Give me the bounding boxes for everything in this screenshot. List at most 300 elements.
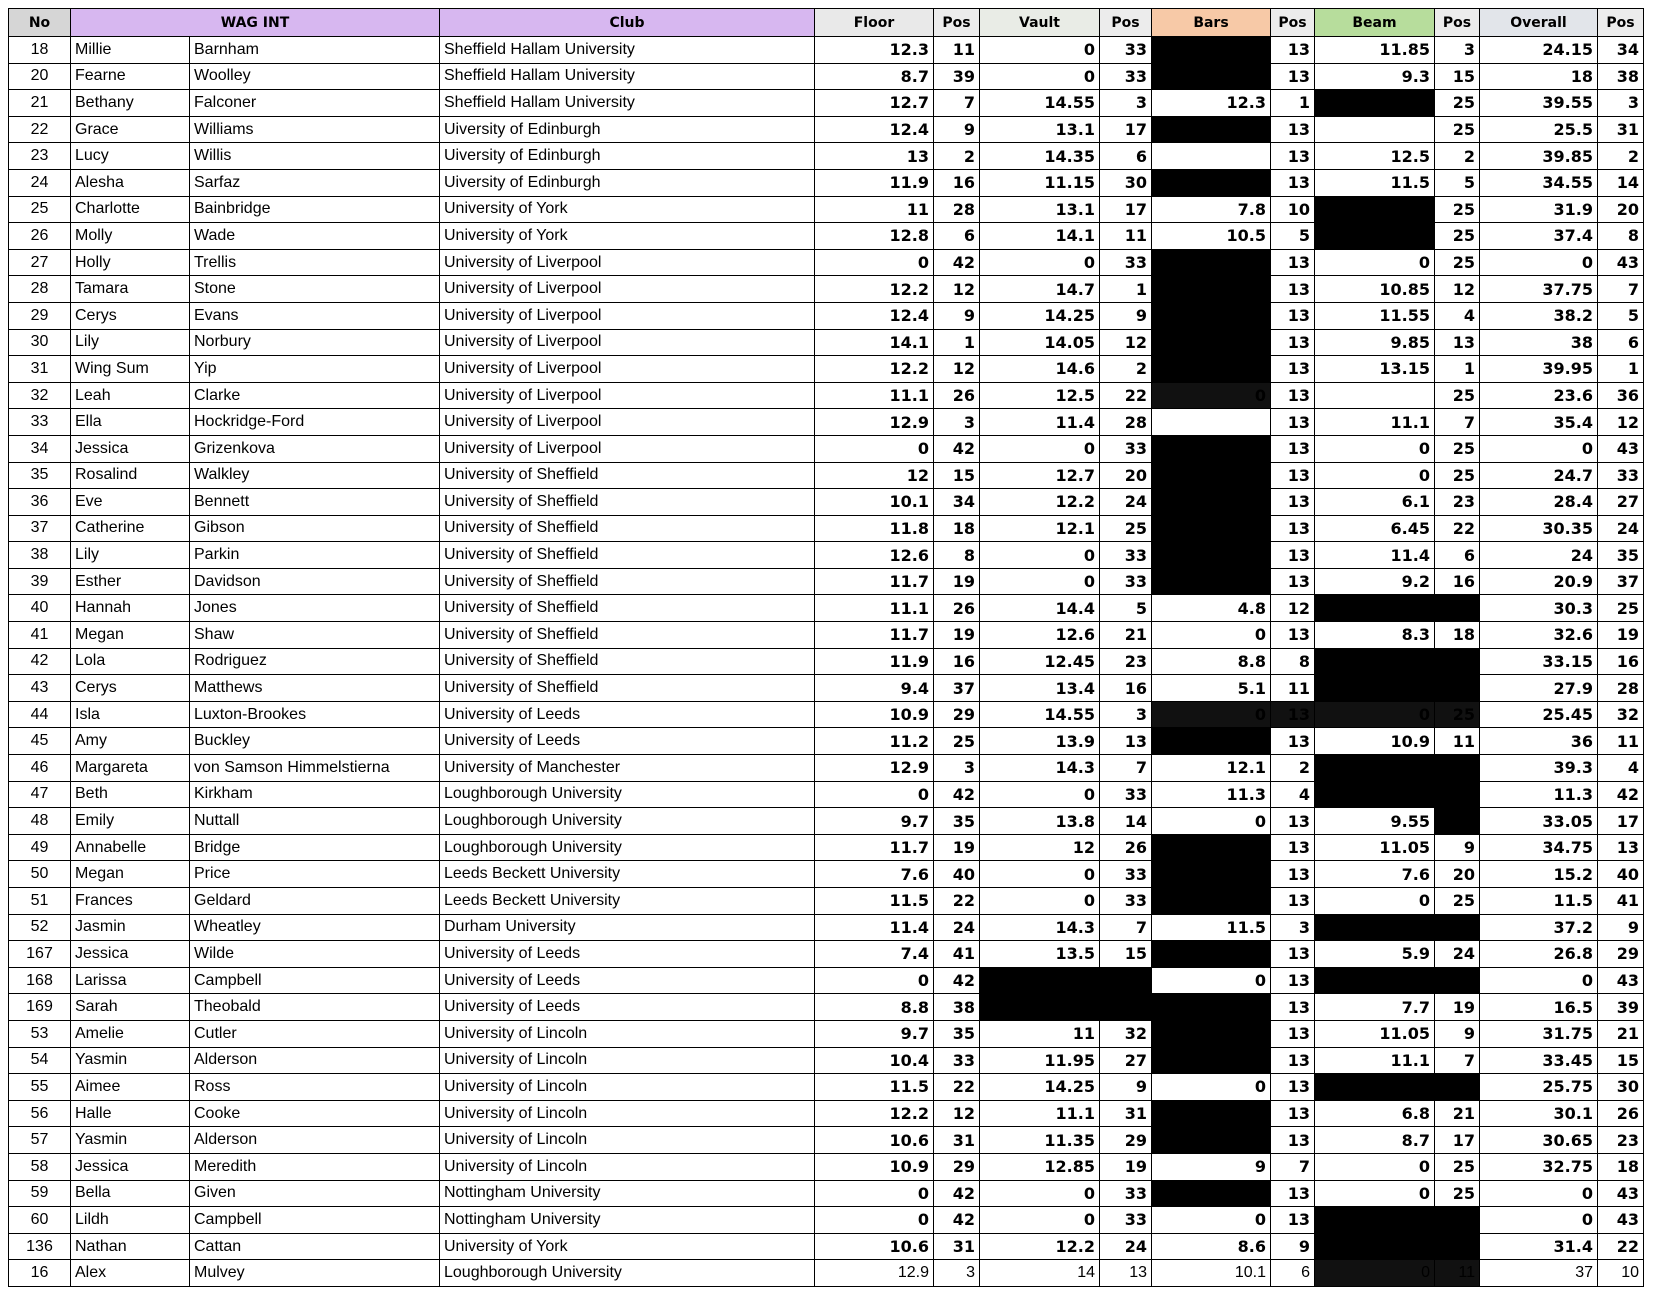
cell-floor[interactable]: 0 — [815, 1180, 934, 1207]
cell-overall[interactable]: 38 — [1480, 329, 1598, 356]
cell-beam-pos[interactable]: 18 — [1435, 622, 1480, 649]
cell-club[interactable]: Sheffield Hallam University — [440, 37, 815, 64]
cell-club[interactable]: University of Leeds — [440, 941, 815, 968]
cell-bars[interactable] — [1152, 515, 1271, 542]
cell-floor-pos[interactable]: 31 — [934, 1127, 980, 1154]
cell-beam[interactable]: 8.3 — [1315, 622, 1435, 649]
header-no[interactable]: No — [9, 9, 71, 37]
cell-no[interactable]: 51 — [9, 888, 71, 915]
cell-no[interactable]: 49 — [9, 834, 71, 861]
cell-club[interactable]: University of Liverpool — [440, 409, 815, 436]
cell-first-name[interactable]: Bella — [71, 1180, 190, 1207]
cell-club[interactable]: University of Sheffield — [440, 595, 815, 622]
cell-club[interactable]: University of Liverpool — [440, 329, 815, 356]
cell-floor-pos[interactable]: 25 — [934, 728, 980, 755]
cell-floor-pos[interactable]: 42 — [934, 967, 980, 994]
cell-vault-pos[interactable]: 32 — [1100, 1020, 1152, 1047]
cell-bars-pos[interactable]: 6 — [1271, 1260, 1315, 1287]
cell-bars-pos[interactable]: 13 — [1271, 356, 1315, 383]
cell-overall[interactable]: 25.5 — [1480, 116, 1598, 143]
cell-floor[interactable]: 12.9 — [815, 409, 934, 436]
cell-overall[interactable]: 23.6 — [1480, 382, 1598, 409]
cell-first-name[interactable]: Hannah — [71, 595, 190, 622]
cell-first-name[interactable]: Wing Sum — [71, 356, 190, 383]
cell-vault-pos[interactable]: 33 — [1100, 435, 1152, 462]
cell-bars-pos[interactable]: 13 — [1271, 37, 1315, 64]
cell-first-name[interactable]: Molly — [71, 223, 190, 250]
cell-bars[interactable]: 0 — [1152, 701, 1271, 728]
cell-vault-pos[interactable] — [1100, 967, 1152, 994]
header-club[interactable]: Club — [440, 9, 815, 37]
cell-overall[interactable]: 39.95 — [1480, 356, 1598, 383]
cell-beam-pos[interactable]: 23 — [1435, 489, 1480, 516]
cell-bars[interactable]: 10.1 — [1152, 1260, 1271, 1287]
cell-floor-pos[interactable]: 19 — [934, 622, 980, 649]
cell-last-name[interactable]: Cutler — [190, 1020, 440, 1047]
cell-bars-pos[interactable]: 13 — [1271, 169, 1315, 196]
cell-vault-pos[interactable] — [1100, 994, 1152, 1021]
cell-vault-pos[interactable]: 33 — [1100, 63, 1152, 90]
cell-floor-pos[interactable]: 18 — [934, 515, 980, 542]
cell-no[interactable]: 60 — [9, 1207, 71, 1234]
cell-beam-pos[interactable]: 25 — [1435, 90, 1480, 117]
cell-overall-pos[interactable]: 43 — [1598, 967, 1644, 994]
cell-bars-pos[interactable]: 13 — [1271, 808, 1315, 835]
cell-beam[interactable]: 5.9 — [1315, 941, 1435, 968]
cell-floor[interactable]: 11.4 — [815, 914, 934, 941]
cell-club[interactable]: Loughborough University — [440, 1260, 815, 1287]
header-vault[interactable]: Vault — [980, 9, 1100, 37]
cell-club[interactable]: University of Sheffield — [440, 515, 815, 542]
cell-last-name[interactable]: Matthews — [190, 675, 440, 702]
cell-vault[interactable]: 11.95 — [980, 1047, 1100, 1074]
cell-vault-pos[interactable]: 1 — [1100, 276, 1152, 303]
cell-vault[interactable]: 14.7 — [980, 276, 1100, 303]
cell-beam-pos[interactable]: 7 — [1435, 409, 1480, 436]
cell-overall-pos[interactable]: 32 — [1598, 701, 1644, 728]
cell-vault[interactable]: 13.1 — [980, 196, 1100, 223]
cell-floor[interactable]: 10.4 — [815, 1047, 934, 1074]
cell-bars[interactable] — [1152, 1047, 1271, 1074]
cell-last-name[interactable]: Geldard — [190, 888, 440, 915]
cell-vault[interactable]: 0 — [980, 1207, 1100, 1234]
cell-vault-pos[interactable]: 9 — [1100, 1074, 1152, 1101]
cell-floor-pos[interactable]: 19 — [934, 834, 980, 861]
cell-beam-pos[interactable]: 25 — [1435, 249, 1480, 276]
cell-vault[interactable] — [980, 994, 1100, 1021]
cell-floor[interactable]: 9.7 — [815, 1020, 934, 1047]
cell-no[interactable]: 21 — [9, 90, 71, 117]
cell-floor-pos[interactable]: 42 — [934, 249, 980, 276]
cell-bars-pos[interactable]: 13 — [1271, 302, 1315, 329]
cell-beam[interactable]: 0 — [1315, 888, 1435, 915]
cell-floor[interactable]: 11.9 — [815, 648, 934, 675]
cell-bars-pos[interactable]: 13 — [1271, 1074, 1315, 1101]
cell-vault-pos[interactable]: 11 — [1100, 223, 1152, 250]
cell-overall-pos[interactable]: 38 — [1598, 63, 1644, 90]
cell-beam-pos[interactable]: 6 — [1435, 542, 1480, 569]
cell-overall-pos[interactable]: 5 — [1598, 302, 1644, 329]
cell-overall[interactable]: 15.2 — [1480, 861, 1598, 888]
cell-bars-pos[interactable]: 7 — [1271, 1153, 1315, 1180]
cell-last-name[interactable]: Campbell — [190, 967, 440, 994]
cell-floor-pos[interactable]: 9 — [934, 116, 980, 143]
cell-beam[interactable]: 0 — [1315, 1153, 1435, 1180]
cell-beam-pos[interactable]: 21 — [1435, 1100, 1480, 1127]
cell-beam-pos[interactable]: 25 — [1435, 196, 1480, 223]
cell-beam-pos[interactable] — [1435, 914, 1480, 941]
cell-overall-pos[interactable]: 43 — [1598, 1180, 1644, 1207]
cell-first-name[interactable]: Alesha — [71, 169, 190, 196]
cell-bars-pos[interactable]: 4 — [1271, 781, 1315, 808]
cell-overall[interactable]: 30.35 — [1480, 515, 1598, 542]
cell-overall-pos[interactable]: 10 — [1598, 1260, 1644, 1287]
cell-floor[interactable]: 12.6 — [815, 542, 934, 569]
cell-first-name[interactable]: Cerys — [71, 675, 190, 702]
cell-overall-pos[interactable]: 21 — [1598, 1020, 1644, 1047]
cell-floor-pos[interactable]: 3 — [934, 1260, 980, 1287]
cell-last-name[interactable]: Willis — [190, 143, 440, 170]
cell-floor-pos[interactable]: 29 — [934, 1153, 980, 1180]
cell-vault[interactable]: 14.05 — [980, 329, 1100, 356]
cell-floor[interactable]: 12.3 — [815, 37, 934, 64]
cell-floor[interactable]: 14.1 — [815, 329, 934, 356]
cell-overall-pos[interactable]: 8 — [1598, 223, 1644, 250]
cell-beam[interactable]: 11.05 — [1315, 834, 1435, 861]
cell-first-name[interactable]: Halle — [71, 1100, 190, 1127]
cell-club[interactable]: University of Sheffield — [440, 568, 815, 595]
cell-bars-pos[interactable]: 13 — [1271, 941, 1315, 968]
cell-bars[interactable]: 0 — [1152, 808, 1271, 835]
cell-club[interactable]: Sheffield Hallam University — [440, 63, 815, 90]
cell-floor[interactable]: 10.1 — [815, 489, 934, 516]
cell-overall[interactable]: 27.9 — [1480, 675, 1598, 702]
cell-no[interactable]: 22 — [9, 116, 71, 143]
cell-overall[interactable]: 34.75 — [1480, 834, 1598, 861]
cell-beam-pos[interactable]: 1 — [1435, 356, 1480, 383]
cell-first-name[interactable]: Esther — [71, 568, 190, 595]
cell-last-name[interactable]: Grizenkova — [190, 435, 440, 462]
cell-overall-pos[interactable]: 20 — [1598, 196, 1644, 223]
cell-bars-pos[interactable]: 3 — [1271, 914, 1315, 941]
cell-bars[interactable]: 0 — [1152, 1074, 1271, 1101]
cell-overall-pos[interactable]: 16 — [1598, 648, 1644, 675]
cell-club[interactable]: University of Lincoln — [440, 1100, 815, 1127]
cell-no[interactable]: 25 — [9, 196, 71, 223]
cell-bars-pos[interactable]: 13 — [1271, 409, 1315, 436]
cell-floor-pos[interactable]: 42 — [934, 435, 980, 462]
cell-bars[interactable] — [1152, 302, 1271, 329]
cell-first-name[interactable]: Rosalind — [71, 462, 190, 489]
cell-vault-pos[interactable]: 24 — [1100, 1233, 1152, 1260]
cell-last-name[interactable]: Price — [190, 861, 440, 888]
cell-floor-pos[interactable]: 12 — [934, 356, 980, 383]
header-bars-pos[interactable]: Pos — [1271, 9, 1315, 37]
cell-vault[interactable]: 14.25 — [980, 1074, 1100, 1101]
cell-overall[interactable]: 34.55 — [1480, 169, 1598, 196]
cell-floor-pos[interactable]: 42 — [934, 1180, 980, 1207]
cell-last-name[interactable]: Mulvey — [190, 1260, 440, 1287]
cell-first-name[interactable]: Nathan — [71, 1233, 190, 1260]
cell-beam[interactable]: 0 — [1315, 1260, 1435, 1287]
cell-bars-pos[interactable]: 13 — [1271, 276, 1315, 303]
cell-bars-pos[interactable]: 13 — [1271, 462, 1315, 489]
cell-club[interactable]: University of Liverpool — [440, 249, 815, 276]
cell-floor-pos[interactable]: 42 — [934, 1207, 980, 1234]
cell-vault-pos[interactable]: 17 — [1100, 116, 1152, 143]
cell-last-name[interactable]: Falconer — [190, 90, 440, 117]
cell-vault-pos[interactable]: 17 — [1100, 196, 1152, 223]
cell-bars[interactable]: 0 — [1152, 382, 1271, 409]
cell-vault[interactable]: 0 — [980, 435, 1100, 462]
cell-floor[interactable]: 11.7 — [815, 834, 934, 861]
cell-last-name[interactable]: Nuttall — [190, 808, 440, 835]
cell-club[interactable]: Sheffield Hallam University — [440, 90, 815, 117]
cell-beam-pos[interactable]: 11 — [1435, 728, 1480, 755]
cell-club[interactable]: University of Lincoln — [440, 1020, 815, 1047]
cell-floor-pos[interactable]: 42 — [934, 781, 980, 808]
cell-beam[interactable] — [1315, 648, 1435, 675]
cell-beam-pos[interactable]: 25 — [1435, 382, 1480, 409]
cell-club[interactable]: Uiversity of Edinburgh — [440, 169, 815, 196]
cell-no[interactable]: 35 — [9, 462, 71, 489]
cell-last-name[interactable]: Jones — [190, 595, 440, 622]
header-beam-pos[interactable]: Pos — [1435, 9, 1480, 37]
cell-first-name[interactable]: Isla — [71, 701, 190, 728]
cell-bars-pos[interactable]: 13 — [1271, 568, 1315, 595]
cell-overall-pos[interactable]: 30 — [1598, 1074, 1644, 1101]
cell-floor[interactable]: 11.7 — [815, 622, 934, 649]
cell-vault[interactable]: 11.15 — [980, 169, 1100, 196]
cell-no[interactable]: 39 — [9, 568, 71, 595]
cell-overall[interactable]: 24 — [1480, 542, 1598, 569]
cell-floor[interactable]: 12.9 — [815, 1260, 934, 1287]
cell-no[interactable]: 46 — [9, 755, 71, 782]
cell-floor-pos[interactable]: 9 — [934, 302, 980, 329]
cell-vault-pos[interactable]: 19 — [1100, 1153, 1152, 1180]
cell-no[interactable]: 37 — [9, 515, 71, 542]
cell-no[interactable]: 40 — [9, 595, 71, 622]
cell-floor[interactable]: 12.2 — [815, 1100, 934, 1127]
header-vault-pos[interactable]: Pos — [1100, 9, 1152, 37]
cell-floor-pos[interactable]: 24 — [934, 914, 980, 941]
cell-beam-pos[interactable]: 17 — [1435, 1127, 1480, 1154]
cell-beam[interactable]: 11.55 — [1315, 302, 1435, 329]
cell-floor-pos[interactable]: 39 — [934, 63, 980, 90]
cell-first-name[interactable]: Tamara — [71, 276, 190, 303]
cell-bars[interactable]: 4.8 — [1152, 595, 1271, 622]
cell-beam-pos[interactable]: 12 — [1435, 276, 1480, 303]
cell-vault[interactable]: 12.2 — [980, 1233, 1100, 1260]
cell-floor[interactable]: 12.7 — [815, 90, 934, 117]
cell-overall-pos[interactable]: 6 — [1598, 329, 1644, 356]
cell-no[interactable]: 32 — [9, 382, 71, 409]
cell-bars[interactable] — [1152, 169, 1271, 196]
cell-vault[interactable] — [980, 967, 1100, 994]
cell-club[interactable]: University of Sheffield — [440, 648, 815, 675]
cell-bars-pos[interactable]: 13 — [1271, 435, 1315, 462]
cell-no[interactable]: 33 — [9, 409, 71, 436]
cell-first-name[interactable]: Megan — [71, 861, 190, 888]
cell-club[interactable]: University of York — [440, 196, 815, 223]
cell-beam[interactable]: 6.1 — [1315, 489, 1435, 516]
cell-bars[interactable] — [1152, 37, 1271, 64]
cell-vault-pos[interactable]: 9 — [1100, 302, 1152, 329]
cell-bars[interactable]: 11.3 — [1152, 781, 1271, 808]
cell-vault[interactable]: 0 — [980, 542, 1100, 569]
cell-floor-pos[interactable]: 35 — [934, 808, 980, 835]
cell-last-name[interactable]: Wilde — [190, 941, 440, 968]
cell-beam[interactable]: 7.7 — [1315, 994, 1435, 1021]
cell-floor[interactable]: 0 — [815, 1207, 934, 1234]
cell-vault-pos[interactable]: 31 — [1100, 1100, 1152, 1127]
cell-vault-pos[interactable]: 16 — [1100, 675, 1152, 702]
cell-vault-pos[interactable]: 3 — [1100, 90, 1152, 117]
cell-bars-pos[interactable]: 13 — [1271, 861, 1315, 888]
cell-club[interactable]: Loughborough University — [440, 781, 815, 808]
cell-floor-pos[interactable]: 26 — [934, 595, 980, 622]
cell-vault[interactable]: 14.35 — [980, 143, 1100, 170]
cell-club[interactable]: University of Manchester — [440, 755, 815, 782]
cell-last-name[interactable]: Woolley — [190, 63, 440, 90]
cell-overall-pos[interactable]: 18 — [1598, 1153, 1644, 1180]
cell-bars[interactable]: 7.8 — [1152, 196, 1271, 223]
cell-no[interactable]: 27 — [9, 249, 71, 276]
cell-vault[interactable]: 0 — [980, 1180, 1100, 1207]
cell-overall[interactable]: 32.6 — [1480, 622, 1598, 649]
cell-vault[interactable]: 12 — [980, 834, 1100, 861]
cell-beam[interactable] — [1315, 382, 1435, 409]
cell-bars[interactable] — [1152, 116, 1271, 143]
cell-vault-pos[interactable]: 33 — [1100, 1180, 1152, 1207]
cell-no[interactable]: 56 — [9, 1100, 71, 1127]
cell-bars[interactable] — [1152, 941, 1271, 968]
cell-overall[interactable]: 37.2 — [1480, 914, 1598, 941]
cell-beam[interactable]: 11.05 — [1315, 1020, 1435, 1047]
cell-bars-pos[interactable]: 11 — [1271, 675, 1315, 702]
cell-beam-pos[interactable]: 7 — [1435, 1047, 1480, 1074]
cell-vault[interactable]: 12.1 — [980, 515, 1100, 542]
cell-bars[interactable]: 8.6 — [1152, 1233, 1271, 1260]
cell-first-name[interactable]: Lola — [71, 648, 190, 675]
cell-vault[interactable]: 12.7 — [980, 462, 1100, 489]
cell-vault-pos[interactable]: 24 — [1100, 489, 1152, 516]
cell-first-name[interactable]: Yasmin — [71, 1127, 190, 1154]
cell-floor[interactable]: 12.4 — [815, 116, 934, 143]
cell-overall[interactable]: 0 — [1480, 1180, 1598, 1207]
cell-club[interactable]: University of Leeds — [440, 994, 815, 1021]
cell-first-name[interactable]: Yasmin — [71, 1047, 190, 1074]
cell-vault[interactable]: 0 — [980, 781, 1100, 808]
cell-beam-pos[interactable]: 2 — [1435, 143, 1480, 170]
cell-last-name[interactable]: Rodriguez — [190, 648, 440, 675]
cell-no[interactable]: 47 — [9, 781, 71, 808]
cell-no[interactable]: 38 — [9, 542, 71, 569]
cell-overall-pos[interactable]: 4 — [1598, 755, 1644, 782]
cell-overall[interactable]: 37.4 — [1480, 223, 1598, 250]
cell-club[interactable]: University of Sheffield — [440, 489, 815, 516]
cell-floor-pos[interactable]: 19 — [934, 568, 980, 595]
cell-vault-pos[interactable]: 13 — [1100, 728, 1152, 755]
cell-beam[interactable]: 8.7 — [1315, 1127, 1435, 1154]
header-wag-int[interactable]: WAG INT — [71, 9, 440, 37]
cell-overall[interactable]: 16.5 — [1480, 994, 1598, 1021]
cell-overall-pos[interactable]: 36 — [1598, 382, 1644, 409]
cell-overall-pos[interactable]: 39 — [1598, 994, 1644, 1021]
cell-vault[interactable]: 14.55 — [980, 701, 1100, 728]
cell-last-name[interactable]: Kirkham — [190, 781, 440, 808]
cell-floor[interactable]: 11.5 — [815, 1074, 934, 1101]
cell-floor-pos[interactable]: 28 — [934, 196, 980, 223]
cell-overall[interactable]: 11.5 — [1480, 888, 1598, 915]
cell-overall[interactable]: 39.55 — [1480, 90, 1598, 117]
cell-beam-pos[interactable] — [1435, 781, 1480, 808]
cell-overall[interactable]: 24.7 — [1480, 462, 1598, 489]
cell-overall[interactable]: 39.3 — [1480, 755, 1598, 782]
cell-beam[interactable] — [1315, 1207, 1435, 1234]
cell-club[interactable]: Nottingham University — [440, 1180, 815, 1207]
cell-no[interactable]: 53 — [9, 1020, 71, 1047]
cell-first-name[interactable]: Lily — [71, 542, 190, 569]
cell-bars-pos[interactable]: 13 — [1271, 622, 1315, 649]
cell-bars[interactable] — [1152, 462, 1271, 489]
cell-first-name[interactable]: Catherine — [71, 515, 190, 542]
header-beam[interactable]: Beam — [1315, 9, 1435, 37]
cell-last-name[interactable]: Parkin — [190, 542, 440, 569]
cell-floor-pos[interactable]: 3 — [934, 409, 980, 436]
cell-vault[interactable]: 13.4 — [980, 675, 1100, 702]
cell-overall[interactable]: 39.85 — [1480, 143, 1598, 170]
cell-floor-pos[interactable]: 38 — [934, 994, 980, 1021]
cell-last-name[interactable]: von Samson Himmelstierna — [190, 755, 440, 782]
cell-last-name[interactable]: Bennett — [190, 489, 440, 516]
cell-beam-pos[interactable]: 11 — [1435, 1260, 1480, 1287]
cell-overall-pos[interactable]: 11 — [1598, 728, 1644, 755]
cell-vault-pos[interactable]: 33 — [1100, 249, 1152, 276]
cell-bars[interactable] — [1152, 1100, 1271, 1127]
cell-beam[interactable] — [1315, 755, 1435, 782]
cell-overall[interactable]: 30.3 — [1480, 595, 1598, 622]
cell-last-name[interactable]: Barnham — [190, 37, 440, 64]
cell-floor-pos[interactable]: 22 — [934, 1074, 980, 1101]
cell-vault-pos[interactable]: 15 — [1100, 941, 1152, 968]
cell-overall-pos[interactable]: 40 — [1598, 861, 1644, 888]
cell-no[interactable]: 52 — [9, 914, 71, 941]
cell-vault[interactable]: 0 — [980, 888, 1100, 915]
cell-overall[interactable]: 37.75 — [1480, 276, 1598, 303]
cell-beam[interactable]: 11.85 — [1315, 37, 1435, 64]
cell-floor[interactable]: 11.7 — [815, 568, 934, 595]
cell-overall-pos[interactable]: 15 — [1598, 1047, 1644, 1074]
cell-floor-pos[interactable]: 29 — [934, 701, 980, 728]
cell-club[interactable]: University of Liverpool — [440, 435, 815, 462]
cell-floor[interactable]: 0 — [815, 435, 934, 462]
cell-overall-pos[interactable]: 13 — [1598, 834, 1644, 861]
cell-beam[interactable]: 12.5 — [1315, 143, 1435, 170]
cell-beam-pos[interactable]: 25 — [1435, 223, 1480, 250]
cell-overall-pos[interactable]: 37 — [1598, 568, 1644, 595]
cell-beam-pos[interactable]: 24 — [1435, 941, 1480, 968]
cell-bars-pos[interactable]: 12 — [1271, 595, 1315, 622]
cell-bars[interactable] — [1152, 728, 1271, 755]
cell-club[interactable]: University of Sheffield — [440, 542, 815, 569]
cell-beam-pos[interactable]: 22 — [1435, 515, 1480, 542]
cell-beam-pos[interactable]: 3 — [1435, 37, 1480, 64]
cell-first-name[interactable]: Beth — [71, 781, 190, 808]
cell-no[interactable]: 50 — [9, 861, 71, 888]
cell-no[interactable]: 28 — [9, 276, 71, 303]
cell-vault[interactable]: 12.6 — [980, 622, 1100, 649]
